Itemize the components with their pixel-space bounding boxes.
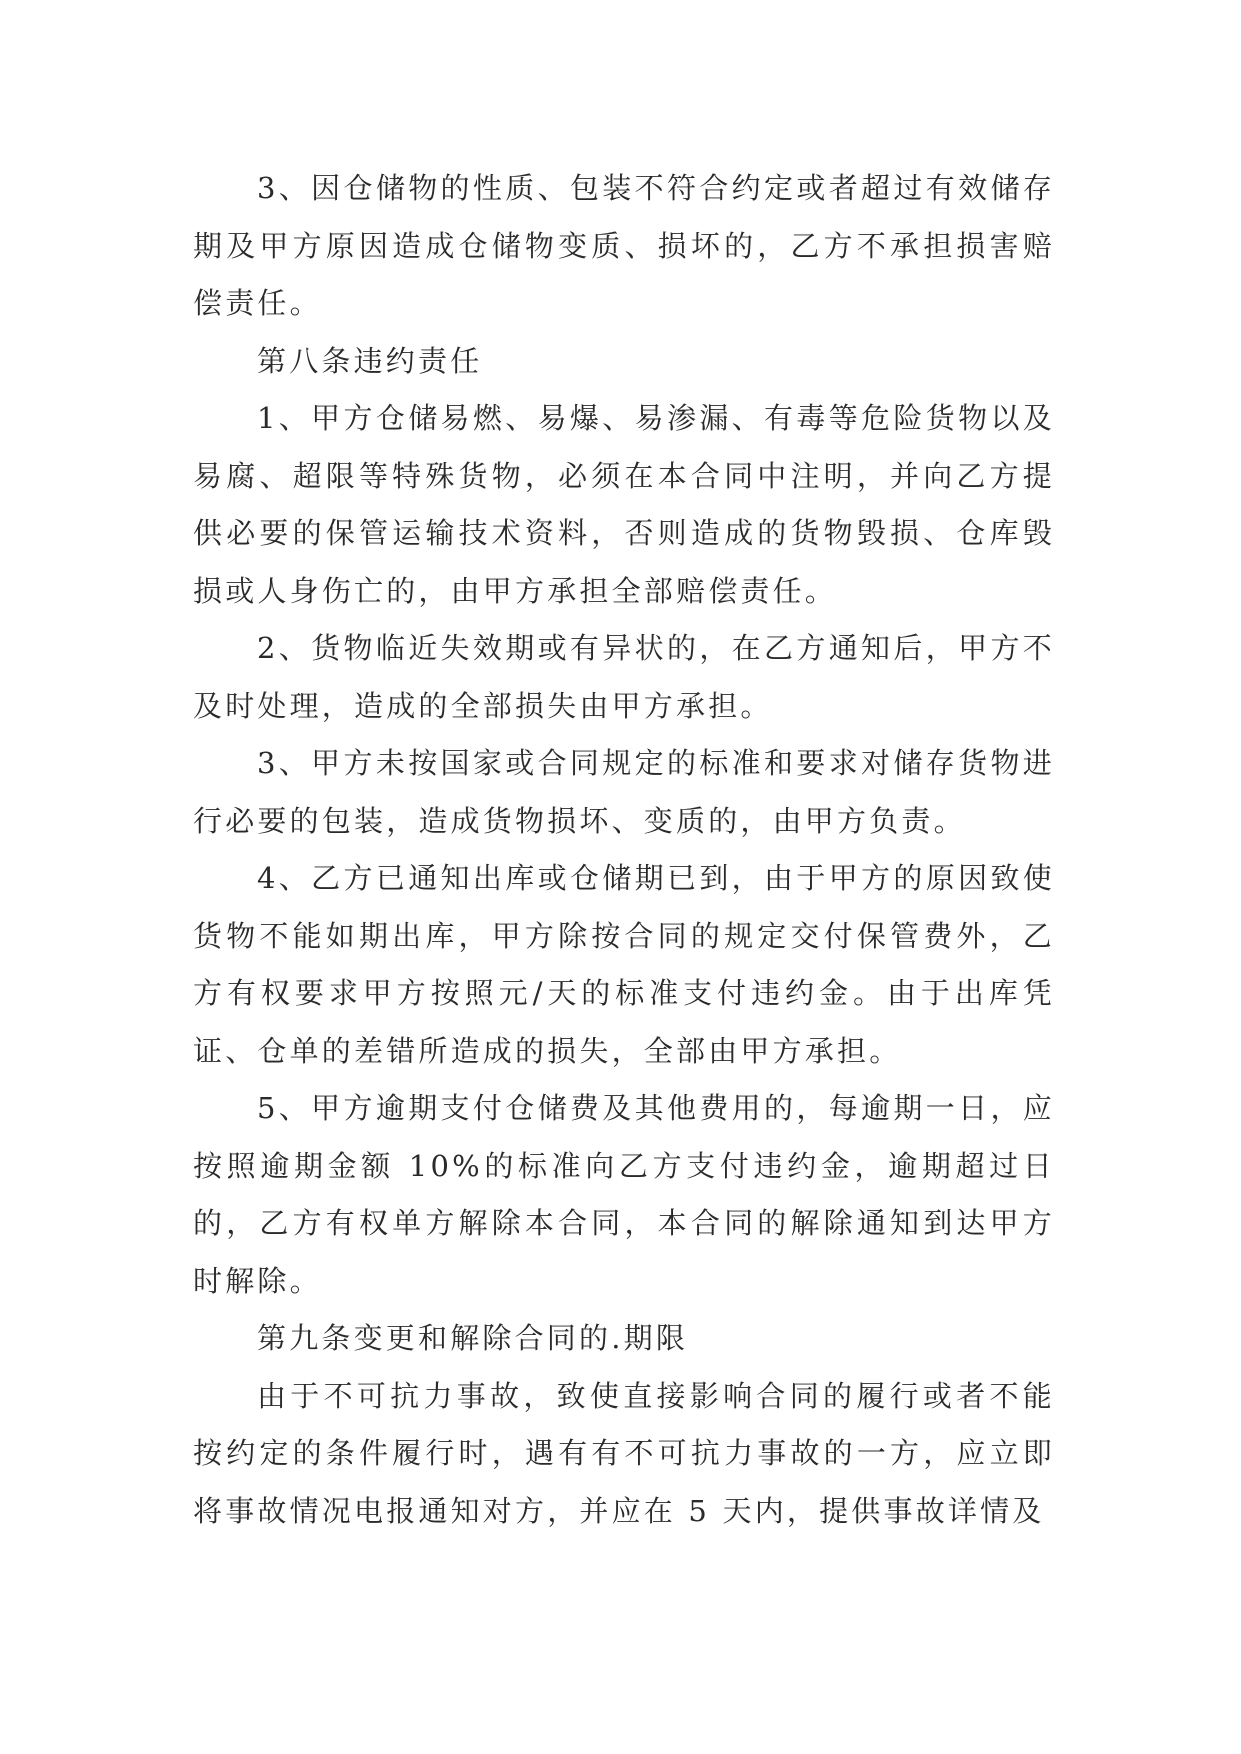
article-9-paragraph: 由于不可抗力事故，致使直接影响合同的履行或者不能按约定的条件履行时，遇有有不可抗力事故的一方，应立即将事故情况电报通知对方，并应在 5 天内，提供事故详情及 <box>193 1378 1055 1528</box>
article-8-item-4: 4、乙方已通知出库或仓储期已到，由于甲方的原因致使货物不能如期出库，甲方除按合同的规定交付保管费外，乙方有权要求甲方按照元/天的标准支付违约金。由于出库凭证、仓单的差错所造成的损失，全部由甲方承担。 <box>193 861 1055 1068</box>
article-8-item-2: 2、货物临近失效期或有异状的，在乙方通知后，甲方不及时处理，造成的全部损失由甲方承担。 <box>193 631 1055 723</box>
article-8-item-1: 1、甲方仓储易燃、易爆、易渗漏、有毒等危险货物以及易腐、超限等特殊货物，必须在本合同中注明，并向乙方提供必要的保管运输技术资料，否则造成的货物毁损、仓库毁损或人身伤亡的，由甲方承担全部赔偿责任。 <box>193 401 1055 608</box>
clause-7-item-3: 3、因仓储物的性质、包装不符合约定或者超过有效储存期及甲方原因造成仓储物变质、损坏的，乙方不承担损害赔偿责任。 <box>193 171 1055 320</box>
document-body <box>193 160 1055 1540</box>
article-9-heading: 第九条变更和解除合同的.期限 <box>257 1321 689 1355</box>
article-8-item-5: 5、甲方逾期支付仓储费及其他费用的，每逾期一日，应按照逾期金额 10%的标准向乙方支付违约金，逾期超过日的，乙方有权单方解除本合同，本合同的解除通知到达甲方时解除。 <box>193 1091 1055 1298</box>
article-8-item-3: 3、甲方未按国家或合同规定的标准和要求对储存货物进行必要的包装，造成货物损坏、变质的，由甲方负责。 <box>193 746 1055 838</box>
article-8-heading: 第八条违约责任 <box>257 343 483 378</box>
